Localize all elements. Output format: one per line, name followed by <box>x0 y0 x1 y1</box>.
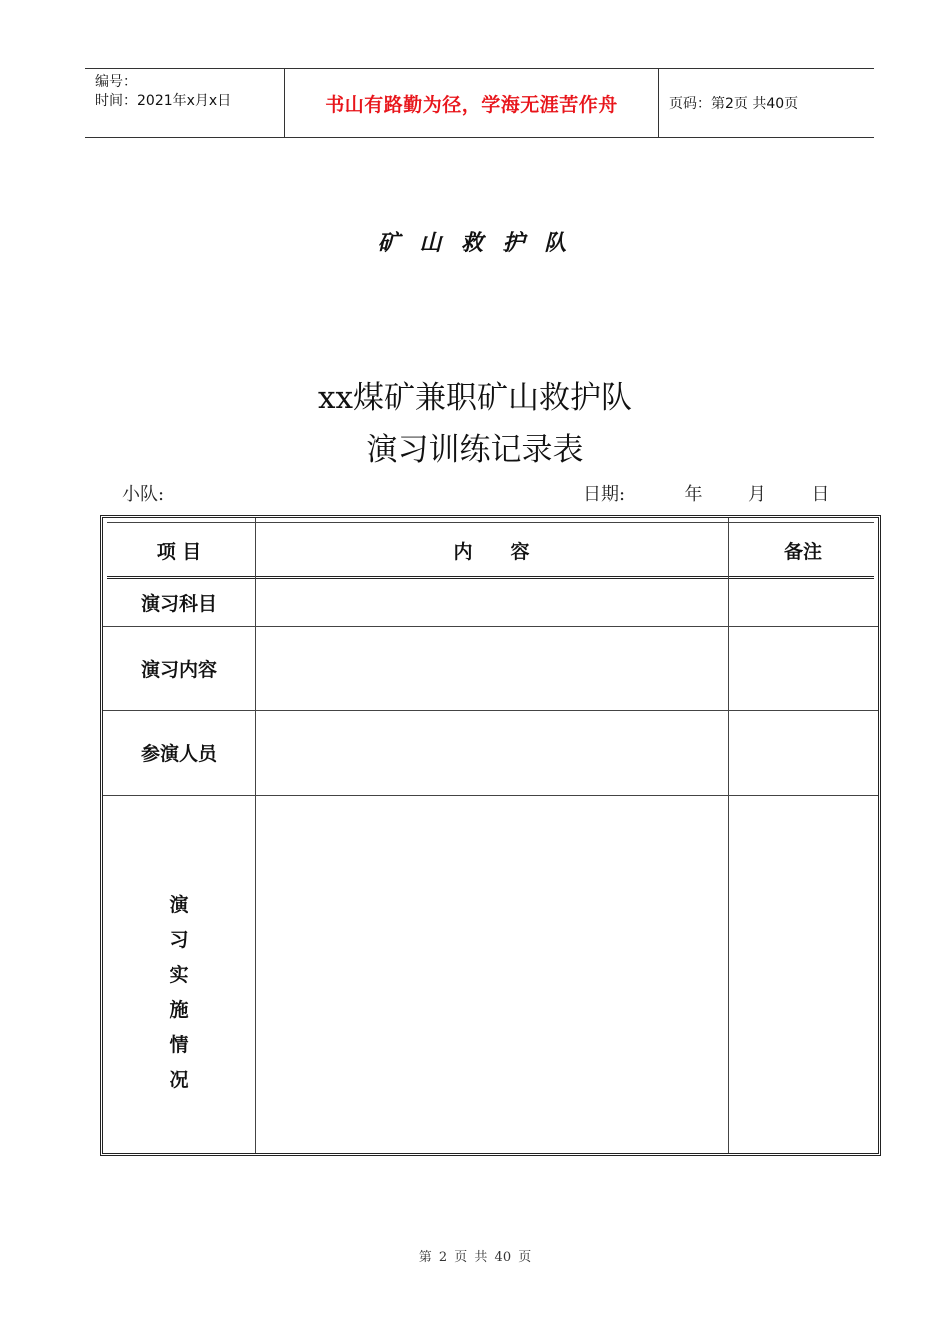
row-label-participants: 参演人员 <box>140 743 217 765</box>
subject-remarks-cell[interactable] <box>728 578 878 626</box>
date-field <box>583 480 829 506</box>
page-info: 页码：第2页 共40页 <box>669 96 799 112</box>
header-remarks: 备注 <box>783 540 822 563</box>
row-label-implementation <box>103 888 255 1098</box>
vertical-char: 习 <box>169 929 189 951</box>
doc-title-line1: xx煤矿兼职矿山救护队 <box>318 380 632 416</box>
motto: 书山有路勤为径，学海无涯苦作舟 <box>285 69 659 137</box>
header-meta <box>85 69 285 137</box>
implementation-remarks-cell[interactable] <box>728 795 878 1153</box>
date-day: 日 <box>811 484 830 505</box>
doc-title-line2: 演习训练记录表 <box>366 432 584 468</box>
page-footer: 第 2 页 共 40 页 <box>418 1250 532 1265</box>
content-input-cell[interactable] <box>255 626 728 710</box>
date-label: 日期: <box>583 484 626 505</box>
org-name: 矿 山 救 护 队 <box>377 230 573 256</box>
page-header <box>85 68 874 138</box>
participants-input-cell[interactable] <box>255 710 728 795</box>
header-content: 内 容 <box>453 540 530 563</box>
number-label: 编号： <box>95 74 137 90</box>
drill-record-table <box>100 515 881 1156</box>
date-month: 月 <box>748 484 767 505</box>
vertical-char: 况 <box>169 1069 189 1091</box>
participants-remarks-cell[interactable] <box>728 710 878 795</box>
vertical-char: 施 <box>169 999 189 1021</box>
vertical-char: 情 <box>169 1034 189 1056</box>
time-label: 时间：2021年x月x日 <box>95 93 232 109</box>
row-label-content: 演习内容 <box>140 658 217 681</box>
content-remarks-cell[interactable] <box>728 626 878 710</box>
header-item: 项 目 <box>156 540 202 563</box>
subject-input-cell[interactable] <box>255 578 728 626</box>
vertical-char: 实 <box>169 964 189 986</box>
vertical-char: 演 <box>169 894 189 916</box>
row-label-subject: 演习科目 <box>140 592 217 615</box>
date-year: 年 <box>684 484 703 505</box>
implementation-input-cell[interactable] <box>255 795 728 1153</box>
team-label: 小队: <box>122 484 165 505</box>
